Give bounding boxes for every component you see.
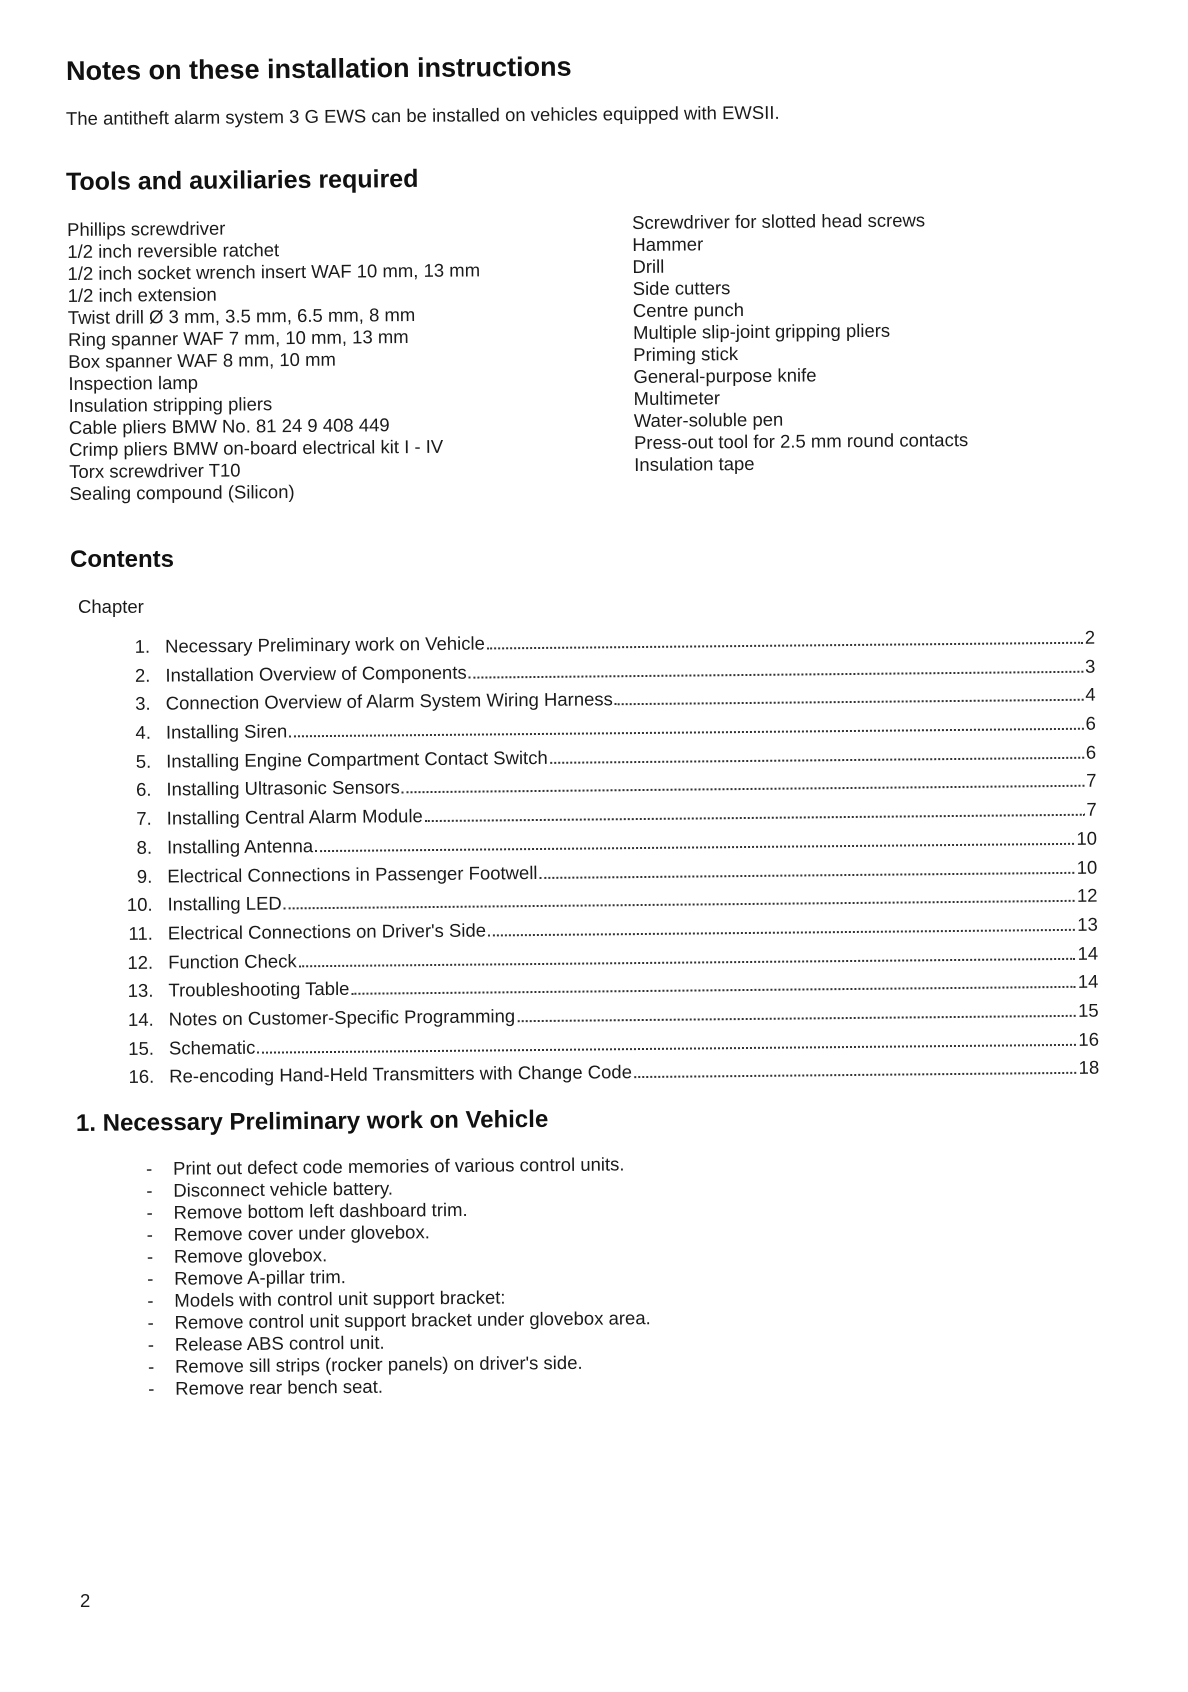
toc-leader [284, 899, 1075, 910]
toc-title: Installing Siren [165, 720, 288, 743]
toc-leader [257, 1042, 1076, 1053]
toc-page: 4 [1085, 684, 1096, 706]
toc-leader [550, 756, 1084, 764]
tools-list-right [632, 209, 968, 476]
list-item [148, 1373, 651, 1400]
step-text: Remove cover under glovebox. [173, 1221, 430, 1245]
step-text: Release ABS control unit. [174, 1331, 385, 1355]
tool-item: 1/2 inch extension [67, 283, 217, 306]
toc-page: 7 [1086, 798, 1097, 820]
tool-item: Crimp pliers BMW on-board electrical kit I - IV [68, 435, 444, 460]
toc-title: Installing LED [167, 892, 282, 915]
preliminary-work-heading: 1. Necessary Preliminary work on Vehicle [75, 1105, 549, 1137]
toc-title: Necessary Preliminary work on Vehicle [164, 632, 485, 657]
preliminary-steps-list [146, 1153, 651, 1400]
toc-number: 5. [135, 750, 152, 772]
toc-leader [289, 727, 1083, 738]
tool-item: Sealing compound (Silicon) [69, 481, 295, 504]
dash-bullet: - [146, 1245, 154, 1267]
tool-item: Centre punch [632, 299, 745, 321]
tool-item: Insulation stripping pliers [68, 393, 273, 416]
toc-page: 12 [1076, 884, 1098, 907]
dash-bullet: - [147, 1267, 154, 1289]
toc-number: 12. [127, 951, 154, 973]
notes-heading: Notes on these installation instructions [65, 51, 572, 86]
dash-bullet: - [146, 1223, 154, 1245]
toc-leader [488, 928, 1075, 937]
step-text: Disconnect vehicle battery. [173, 1177, 394, 1201]
tool-item: Twist drill Ø 3 mm, 3.5 mm, 6.5 mm, 8 mm [67, 303, 416, 328]
toc-leader [402, 784, 1084, 794]
toc-page: 10 [1076, 827, 1098, 849]
toc-leader [425, 813, 1085, 822]
tool-item: Insulation tape [634, 452, 755, 475]
toc-title: Electrical Connections in Passenger Footwell [167, 861, 538, 887]
tool-item: Box spanner WAF 8 mm, 10 mm [68, 348, 336, 372]
toc-title: Function Check [168, 949, 297, 973]
tool-item: Multiple slip-joint gripping pliers [632, 319, 891, 343]
dash-bullet: - [147, 1311, 154, 1333]
page-number: 2 [80, 1590, 91, 1611]
toc-number: 9. [136, 865, 153, 887]
toc-leader [517, 1014, 1076, 1022]
toc-number: 4. [135, 721, 152, 743]
toc-number: 3. [135, 693, 151, 715]
toc-page: 10 [1076, 856, 1098, 878]
tool-item: Inspection lamp [68, 371, 199, 394]
tools-heading: Tools and auxiliaries required [65, 164, 419, 196]
toc-leader [487, 641, 1083, 650]
dash-bullet: - [146, 1157, 153, 1179]
toc-leader [634, 1071, 1077, 1078]
dash-bullet: - [147, 1333, 155, 1355]
toc-title: Re-encoding Hand-Held Transmitters with Change Code [169, 1061, 633, 1087]
tool-item: Screwdriver for slotted head screws [632, 209, 926, 233]
toc-title: Installing Central Alarm Module [166, 805, 423, 829]
toc-number: 2. [134, 664, 151, 686]
tool-item: Hammer [632, 233, 704, 255]
toc-page: 18 [1078, 1056, 1100, 1079]
toc-title: Notes on Customer-Specific Programming [168, 1005, 516, 1030]
dash-bullet: - [147, 1355, 155, 1377]
toc-page: 16 [1078, 1028, 1100, 1050]
toc-title: Installing Engine Compartment Contact Switch [166, 746, 548, 772]
tool-item: 1/2 inch socket wrench insert WAF 10 mm, 13 mm [67, 259, 481, 284]
dash-bullet: - [147, 1289, 154, 1311]
toc-number: 7. [136, 807, 152, 829]
toc-title: Electrical Connections on Driver's Side [167, 919, 487, 944]
step-text: Models with control unit support bracket: [174, 1286, 506, 1311]
tool-item: Phillips screwdriver [67, 217, 226, 240]
toc-leader [351, 985, 1075, 995]
step-text: Remove sill strips (rocker panels) on driver's side. [174, 1351, 583, 1377]
chapter-label: Chapter [78, 596, 144, 617]
toc-number: 14. [127, 1008, 154, 1030]
tool-item: General-purpose knife [633, 364, 817, 387]
dash-bullet: - [146, 1179, 153, 1201]
toc-number: 15. [128, 1037, 155, 1059]
toc-page: 14 [1077, 970, 1099, 993]
toc-number: 13. [127, 979, 154, 1002]
toc-title: Installation Overview of Components [165, 661, 467, 686]
toc-number: 11. [128, 922, 153, 944]
toc-page: 6 [1085, 741, 1097, 763]
tool-item: Torx screwdriver T10 [69, 459, 241, 482]
dash-bullet: - [148, 1377, 155, 1399]
tools-list-left [67, 215, 482, 505]
step-text: Print out defect code memories of various control units. [172, 1153, 625, 1179]
toc-leader [615, 698, 1083, 705]
toc-page: 6 [1085, 712, 1096, 734]
toc-leader [299, 956, 1076, 966]
toc-title: Installing Ultrasonic Sensors [166, 776, 400, 800]
tool-item: Cable pliers BMW No. 81 24 9 408 449 [68, 414, 390, 438]
step-text: Remove bottom left dashboard trim. [173, 1198, 468, 1223]
step-text: Remove rear bench seat. [175, 1375, 384, 1399]
toc-title: Installing Antenna [166, 834, 314, 858]
toc-number: 8. [136, 836, 153, 858]
toc-page: 3 [1084, 655, 1096, 677]
toc-number: 1. [134, 635, 151, 657]
toc-page: 2 [1084, 626, 1096, 648]
tool-item: Ring spanner WAF 7 mm, 10 mm, 13 mm [67, 326, 409, 350]
step-text: Remove control unit support bracket under glovebox area. [174, 1307, 651, 1333]
tool-item: Drill [632, 255, 665, 277]
dash-bullet: - [146, 1201, 153, 1223]
table-of-contents [120, 627, 1099, 1095]
toc-page: 15 [1077, 999, 1099, 1021]
toc-title: Troubleshooting Table [168, 978, 350, 1001]
tool-item: Water-soluble pen [633, 408, 784, 431]
tool-item: Multimeter [633, 387, 721, 409]
tool-item: Side cutters [632, 277, 731, 299]
toc-title: Schematic [168, 1036, 256, 1059]
toc-number: 10. [126, 893, 153, 916]
toc-page: 14 [1077, 942, 1099, 964]
toc-leader [315, 842, 1074, 852]
tool-item: 1/2 inch reversible ratchet [67, 239, 280, 262]
toc-title: Connection Overview of Alarm System Wiring Harness [165, 688, 613, 714]
toc-page: 7 [1086, 770, 1097, 792]
toc-leader [540, 870, 1075, 878]
contents-heading: Contents [70, 546, 174, 573]
toc-number: 16. [128, 1066, 155, 1088]
toc-page: 13 [1077, 913, 1098, 935]
step-text: Remove A-pillar trim. [174, 1266, 346, 1289]
tool-item: Press-out tool for 2.5 mm round contacts [633, 429, 969, 453]
toc-leader [469, 669, 1083, 678]
tool-item: Priming stick [633, 343, 739, 365]
toc-number: 6. [135, 779, 152, 801]
step-text: Remove glovebox. [173, 1244, 328, 1267]
notes-text: The antitheft alarm system 3 G EWS can be installed on vehicles equipped with EWSII. [65, 101, 780, 129]
